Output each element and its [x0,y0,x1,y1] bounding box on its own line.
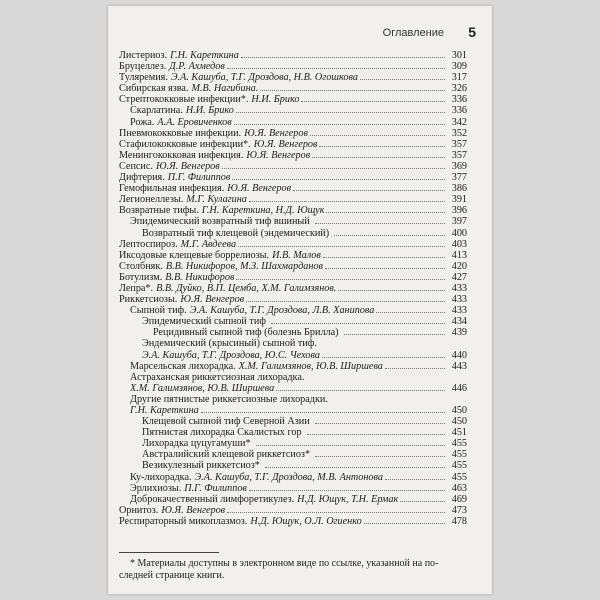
toc-entry-author: Э.А. Кашуба, Т.Г. Дроздова, М.В. Антонова [194,471,383,483]
page-number: 5 [468,24,476,40]
toc-entry-text [142,350,320,361]
toc-entry-text [130,216,313,227]
toc-entry-title: Лихорадка цуцугамуши* [142,438,251,450]
table-of-contents [119,50,467,527]
toc-entry-text [119,283,336,294]
toc-entry-text [119,83,258,94]
dot-leader [315,423,445,424]
toc-entry-page: 446 [451,382,467,394]
toc-entry-title: Гемофильная инфекция. [119,183,225,195]
toc-entry-page: 369 [451,160,467,172]
toc-entry-author: Э.А. Кашуба, Т.Г. Дроздова, Н.В. Огошкова [170,72,358,84]
toc-entry-page: 455 [451,449,467,461]
toc-entry-page: 440 [451,349,467,361]
toc-entry [119,327,467,338]
toc-entry [119,483,467,494]
toc-entry-title: Ботулизм. [119,271,163,283]
toc-entry-title: Бруцеллез. [119,61,167,73]
dot-leader [241,57,445,58]
toc-entry [119,216,467,227]
toc-entry-title: Орнитоз. [119,504,159,516]
toc-entry-text [130,483,247,494]
toc-entry-author: Э.А. Кашуба, Т.Г. Дроздова, Ю.С. Чехова [142,349,320,361]
toc-entry-page: 403 [451,238,467,250]
toc-entry-text [119,516,362,527]
toc-entry-page: 396 [451,205,467,217]
book-page [108,6,492,594]
toc-entry [119,394,467,405]
toc-entry-author: Ю.Я. Венгеров [244,127,308,139]
toc-entry-title: Листериоз. [119,50,168,61]
toc-entry-author: Н.И. Брико [251,94,300,106]
toc-entry-page: 336 [451,94,467,106]
dot-leader [319,146,445,147]
toc-entry-page: 433 [451,305,467,317]
toc-entry-title: Возвратные тифы. [119,205,199,217]
toc-entry-text [142,228,332,239]
toc-entry-text [142,316,269,327]
toc-entry [119,128,467,139]
toc-entry [119,350,467,361]
toc-entry [119,427,467,438]
toc-entry-author: Н.И. Брико [185,105,234,117]
toc-entry-title: Астраханская риккетсиозная лихорадка. [130,371,305,383]
toc-entry-text [130,472,383,483]
dot-leader [249,201,445,202]
toc-entry-title: Сепсис. [119,160,153,172]
toc-entry-text [119,161,220,172]
toc-entry [119,105,467,116]
toc-entry-page: 455 [451,438,467,450]
toc-entry [119,261,467,272]
toc-entry [119,117,467,128]
footnote-line-2: следней странице книги. [119,569,225,581]
dot-leader [201,412,445,413]
toc-entry-title: Пятнистая лихорадка Скалистых гор [142,427,302,439]
toc-entry [119,460,467,471]
toc-entry-text [130,405,199,416]
toc-entry-text [119,261,323,272]
toc-entry-title: Стафилококковые инфекции*. [119,138,251,150]
toc-entry-title: Менингококковая инфекция. [119,149,244,161]
toc-entry-text [153,327,342,338]
toc-entry-author: П.Г. Филиппов [167,172,231,184]
toc-entry [119,150,467,161]
toc-entry-author: Ю.Я. Венгеров [246,149,311,161]
toc-entry-text [142,416,313,427]
dot-leader [227,68,445,69]
toc-entry-text [119,505,225,516]
dot-leader [385,479,445,480]
toc-entry [119,383,467,394]
toc-entry-title: Дифтерия. [119,172,165,184]
dot-leader [227,512,445,513]
dot-leader [249,490,445,491]
toc-entry [119,72,467,83]
toc-entry-text [130,105,234,116]
toc-entry [119,316,467,327]
dot-leader [307,434,445,435]
toc-entry-author: А.А. Еровиченков [157,116,232,128]
toc-entry-text [119,61,225,72]
toc-entry-title: Эпидемический сыпной тиф [142,316,266,328]
toc-entry-title: Везикулезный риккетсиоз* [142,460,260,472]
dot-leader [236,279,445,280]
toc-entry [119,194,467,205]
dot-leader [312,157,445,158]
toc-entry [119,161,467,172]
dot-leader [260,90,445,91]
toc-entry-author: Н.Д. Ющук, Т.Н. Ермак [297,493,399,505]
toc-entry [119,183,467,194]
toc-entry [119,283,467,294]
toc-entry-title: Риккетсиозы. [119,294,178,306]
toc-entry [119,94,467,105]
toc-entry-page: 357 [451,149,467,161]
toc-entry [119,83,467,94]
toc-entry-author: М.Г. Авдеева [180,238,237,250]
dot-leader [310,135,445,136]
toc-entry-page: 463 [451,482,467,494]
toc-entry-text [119,150,310,161]
toc-entry-page: 413 [451,249,467,261]
toc-entry-author: М.В. Нагибина. [191,83,259,95]
toc-entry-title: Клещевой сыпной тиф Северной Азии [142,416,310,428]
dot-leader [238,246,445,247]
toc-entry [119,494,467,505]
toc-entry [119,449,467,460]
dot-leader [322,357,445,358]
toc-entry-title: Возвратный тиф клещевой (эндемический) [142,227,330,239]
toc-entry-author: В.В. Никифоров, М.З. Шахмарданов [165,260,323,272]
toc-entry-title: Легионеллезы. [119,194,184,206]
dot-leader [364,523,445,524]
dot-leader [400,501,445,502]
toc-entry-page: 400 [451,227,467,239]
toc-entry [119,272,467,283]
toc-entry-page: 301 [451,50,467,61]
toc-entry-page: 397 [451,216,467,228]
toc-entry [119,405,467,416]
footnote [119,558,467,581]
toc-entry-page: 326 [451,83,467,95]
dot-leader [232,179,445,180]
toc-entry [119,361,467,372]
toc-entry [119,505,467,516]
toc-entry [119,239,467,250]
dot-leader [315,223,445,224]
toc-entry-text [130,372,307,383]
toc-entry-title: Другие пятнистые риккетсиозные лихорадки. [130,393,328,405]
dot-leader [293,190,445,191]
dot-leader [315,456,445,457]
toc-entry-page: 433 [451,282,467,294]
toc-entry-text [119,172,230,183]
toc-entry-title: Рожа. [130,116,155,128]
toc-entry-author: Ю.Я. Венгеров [180,294,245,306]
toc-entry-title: Ку-лихорадка. [130,471,192,483]
toc-entry-page: 357 [451,138,467,150]
toc-entry [119,472,467,483]
toc-entry-text [130,305,374,316]
dot-leader [256,445,445,446]
toc-entry-title: Лептоспироз. [119,238,178,250]
dot-leader [344,334,445,335]
toc-entry [119,294,467,305]
toc-entry-text [130,117,232,128]
toc-entry-text [119,239,236,250]
toc-entry-page: 439 [451,327,467,339]
toc-entry-author: Г.Н. Кареткина [170,50,239,61]
toc-entry-page: 451 [451,427,467,439]
toc-entry-title: Эрлихиозы. [130,482,182,494]
toc-entry-text [130,494,398,505]
toc-entry-text [142,338,320,349]
toc-entry [119,139,467,150]
toc-entry-text [119,250,321,261]
toc-entry [119,338,467,349]
dot-leader [246,301,445,302]
toc-entry-title: Столбняк. [119,260,163,272]
toc-entry-text [130,394,331,405]
toc-entry-text [130,383,274,394]
dot-leader [334,235,445,236]
toc-entry-page: 309 [451,61,467,73]
toc-entry-page: 420 [451,260,467,272]
toc-entry-title: Сибирская язва. [119,83,189,95]
toc-entry [119,50,467,61]
dot-leader [301,101,445,102]
toc-entry-page: 377 [451,172,467,184]
toc-entry [119,172,467,183]
toc-entry-title: Австралийский клещевой риккетсиоз* [142,449,311,461]
toc-entry-title: Доброкачественный лимфоретикулез. [130,493,295,505]
page-header [114,24,484,44]
toc-entry-page: 473 [451,504,467,516]
toc-entry-page: 342 [451,116,467,128]
toc-entry-author: Х.М. Галимзянов, Ю.В. Ширшева [238,360,383,372]
toc-entry-text [119,94,299,105]
toc-entry-author: Э.А. Кашуба, Т.Г. Дроздова, Л.В. Ханипова [189,305,375,317]
toc-entry-page: 427 [451,271,467,283]
toc-entry-page: 434 [451,316,467,328]
running-header-title: Оглавление [382,27,444,39]
toc-entry-page: 391 [451,194,467,206]
toc-entry-text [142,460,263,471]
toc-entry-author: В.В. Дуйко, В.П. Цемба, Х.М. Галимзянов. [156,282,337,294]
toc-entry [119,516,467,527]
toc-entry-page: 317 [451,72,467,84]
dot-leader [276,390,445,391]
dot-leader [236,112,445,113]
toc-entry-page: 455 [451,460,467,472]
toc-entry-page: 478 [451,515,467,527]
toc-entry [119,61,467,72]
toc-entry-author: Г.Н. Кареткина [130,405,199,416]
toc-entry-author: Х.М. Галимзянов, Ю.В. Ширшева [130,382,275,394]
toc-entry-text [119,183,291,194]
toc-entry-page: 450 [451,405,467,416]
toc-entry-page: 386 [451,183,467,195]
toc-entry-text [142,438,254,449]
footnote-line-1: * Материалы доступны в электронном виде по ссылке, указанной на по- [130,558,439,569]
toc-entry-author: П.Г. Филиппов [184,482,247,494]
toc-entry-text [119,272,234,283]
dot-leader [326,212,445,213]
toc-entry-text [130,361,383,372]
footnote-divider [119,552,219,553]
toc-entry-title: Скарлатина. [130,105,183,117]
toc-entry-page: 433 [451,294,467,306]
toc-entry-page: 336 [451,105,467,117]
dot-leader [325,268,445,269]
toc-entry-text [119,50,239,61]
toc-entry-text [119,72,358,83]
toc-entry-author: Ю.Я. Венгеров [227,183,292,195]
toc-entry-text [119,128,308,139]
toc-entry-title: Туляремия. [119,72,168,84]
toc-entry-page: 352 [451,127,467,139]
dot-leader [265,467,445,468]
dot-leader [338,290,445,291]
toc-entry-title: Сыпной тиф. [130,305,187,317]
dot-leader [376,312,445,313]
toc-entry-text [142,449,313,460]
toc-entry-text [119,139,317,150]
toc-entry-text [142,427,305,438]
toc-entry-author: М.Г. Кулагина [186,194,247,206]
toc-entry-page: 443 [451,360,467,372]
toc-entry-author: В.В. Никифоров [165,271,235,283]
toc-entry-author: Д.Р. Ахмедов [169,61,225,73]
toc-entry-author: Г.Н. Кареткина, Н.Д. Ющук [201,205,325,217]
toc-entry-text [119,194,247,205]
toc-entry-title: Эпидемический возвратный тиф вшиный [130,216,310,228]
toc-entry-author: И.В. Малов [272,249,321,261]
dot-leader [385,368,445,369]
toc-entry-title: Пневмококковые инфекции. [119,127,242,139]
toc-entry [119,438,467,449]
toc-entry-page: 450 [451,416,467,428]
toc-entry [119,416,467,427]
toc-entry-text [119,294,244,305]
toc-entry [119,372,467,383]
toc-entry-title: Респираторный микоплазмоз. [119,515,248,527]
toc-entry [119,228,467,239]
dot-leader [360,79,445,80]
toc-entry-title: Стрептококковые инфекции*. [119,94,249,106]
toc-entry-author: Ю.Я. Венгеров [253,138,318,150]
toc-entry [119,305,467,316]
toc-entry-page: 455 [451,471,467,483]
toc-entry-author: Ю.Я. Венгеров [161,504,226,516]
dot-leader [222,168,445,169]
toc-entry-page: 469 [451,493,467,505]
toc-entry-title: Рецидивный сыпной тиф (болезнь Брилла) [153,327,339,339]
dot-leader [234,124,445,125]
toc-entry-author: Н.Д. Ющук, О.Л. Огиенко [250,515,362,527]
toc-entry-title: Марсельская лихорадка. [130,360,236,372]
dot-leader [323,257,445,258]
toc-entry-title: Иксодовые клещевые боррелиозы. [119,249,270,261]
toc-entry-author: Ю.Я. Венгеров [155,160,220,172]
toc-entry [119,250,467,261]
dot-leader [271,323,445,324]
toc-entry-text [119,205,324,216]
toc-entry [119,205,467,216]
toc-entry-title: Эндемический (крысиный) сыпной тиф. [142,338,317,350]
toc-entry-title: Лепра*. [119,282,154,294]
